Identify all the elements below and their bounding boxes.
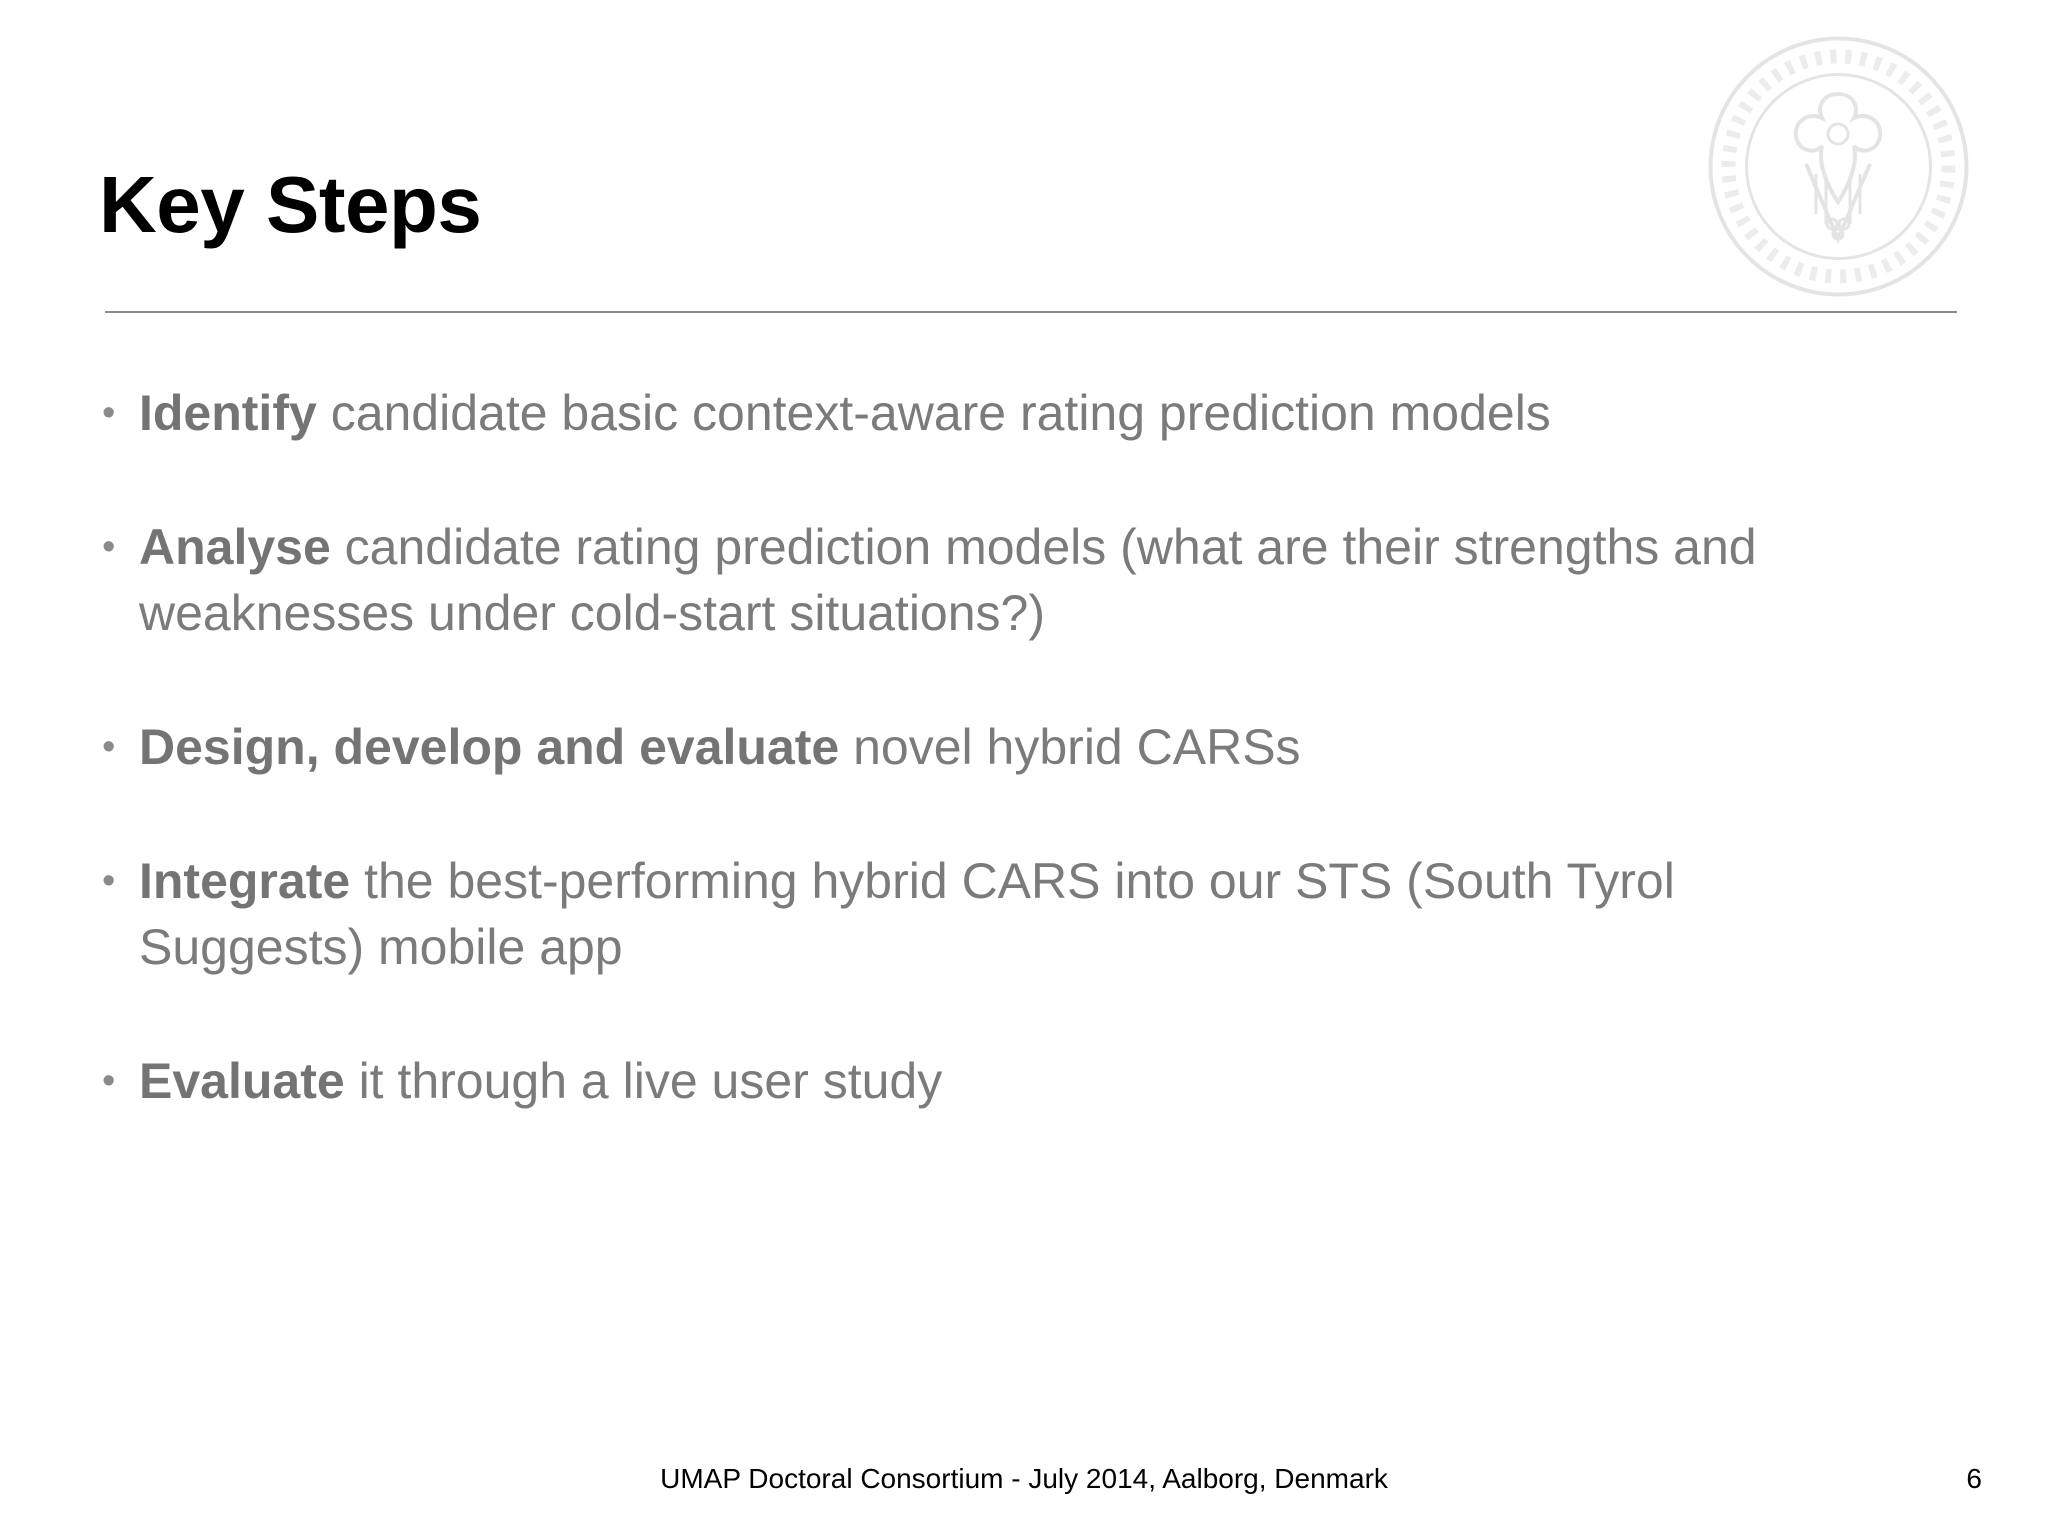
bullet-dot-icon: • xyxy=(102,526,116,568)
bullet-text: candidate rating prediction models (what are their strengths and weaknesses under cold-start situations?) xyxy=(139,519,1757,641)
page-number: 6 xyxy=(1966,1463,1982,1494)
bullet-analyse xyxy=(99,514,1899,646)
bullet-text: the best-performing hybrid CARS into our STS (South Tyrol Suggests) mobile app xyxy=(139,853,1675,975)
bullet-dot-icon: • xyxy=(102,726,116,768)
bullet-text: candidate basic context-aware rating prediction models xyxy=(316,385,1551,441)
slide-title: Key Steps xyxy=(99,160,482,249)
bullet-dot-icon: • xyxy=(102,860,116,902)
title-divider xyxy=(105,311,1957,313)
bullet-text: it through a live user study xyxy=(344,1053,943,1109)
bullet-list xyxy=(99,380,1899,1114)
bullet-design xyxy=(99,714,1899,780)
university-seal-icon xyxy=(1706,34,1971,299)
bullet-lead: Evaluate xyxy=(139,1053,345,1109)
bullet-lead: Design, develop and evaluate xyxy=(139,719,840,775)
bullet-text: novel hybrid CARSs xyxy=(839,719,1301,775)
bullet-integrate xyxy=(99,848,1899,980)
bullet-dot-icon: • xyxy=(102,1060,116,1102)
bullet-dot-icon: • xyxy=(102,392,116,434)
slide-footer: UMAP Doctoral Consortium - July 2014, Aalborg, Denmark xyxy=(660,1463,1388,1494)
bullet-lead: Integrate xyxy=(139,853,351,909)
bullet-lead: Analyse xyxy=(139,519,331,575)
bullet-identify xyxy=(99,380,1899,446)
bullet-lead: Identify xyxy=(139,385,317,441)
bullet-evaluate xyxy=(99,1048,1899,1114)
